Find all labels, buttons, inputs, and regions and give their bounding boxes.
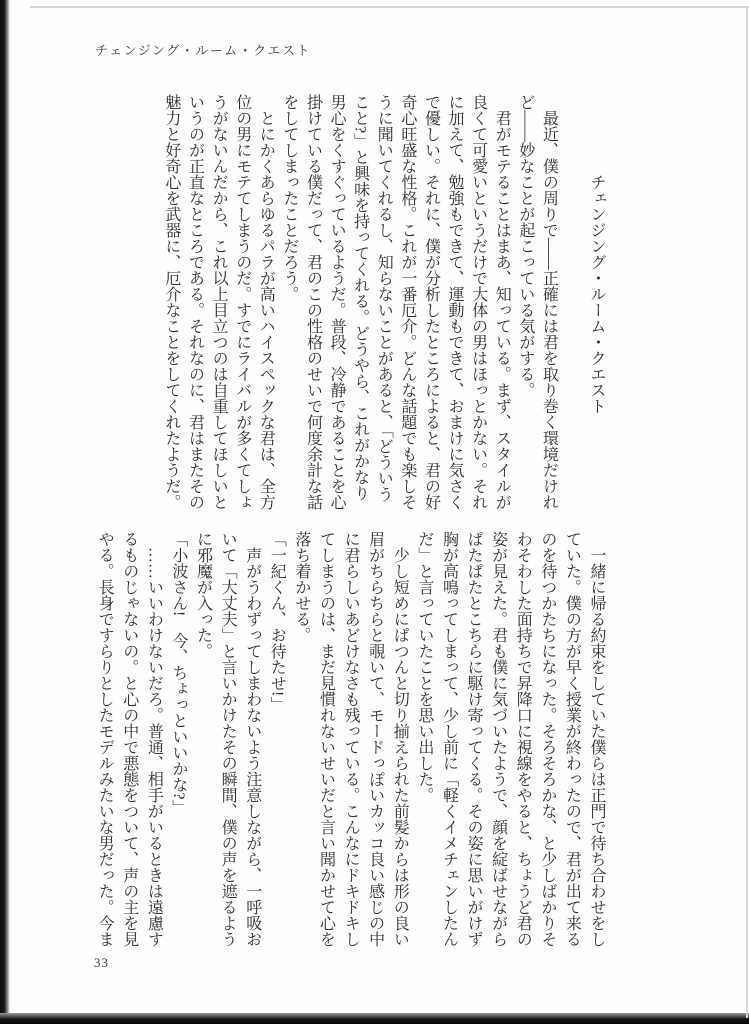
scan-edge-bottom [0,1013,749,1024]
paragraph: 一緒に帰る約束をしていた僕らは正門で待ち合わせをしていた。僕の方が早く授業が終わったので、君が出て来るのを待つかたちになった。そろそろかな、と少しばかりそわそわした面持ちで昇降口に視線をやると、ちょうど君の姿が見えた。君も僕に気づいたようで、顔を綻ばせながらぱたぱたとこちらに駆け寄ってくる。その姿に思いがけず胸が高鳴ってしまって、少し前に「軽くイメチェンしたんだ」と言っていたことを思い出した。 [415,531,605,947]
page-number: 33 [94,955,109,970]
paragraph: 声がうわずってしまわないよう注意しながら、一呼吸おいて「大丈夫」と言いかけたその瞬間、僕の声を遮るように邪魔が入った。 [194,531,261,947]
text-block-top [159,94,608,512]
dialogue-line: 「小波さん! 今、ちょっといいかな?」 [169,531,187,816]
paragraph: 最近、僕の周りで——正確には君を取り巻く環境だけれど——妙なことが起こっている気がする。 [516,94,558,510]
story-title-vertical: チェンジング・ルーム・クエスト [588,174,605,414]
running-header: チェンジング・ルーム・クエスト [95,43,311,58]
paragraph: 君がモテることはまあ、知っている。まず、スタイルが良くて可愛いというだけで大体の男はほっとかない。それに加えて、勉強もできて、運動もできて、おまけに気さくで優しい。それに、僕が分析したところによると、君の好奇心旺盛な性格。これが一番厄介。どんな話題でも楽しそうに聞いてくれるし、知らないことがあると、「どういうこと?」と興味を持ってくれる。どうやら、これがかなり男心をくすぐっているようだ。普段、冷静であることを心掛けている僕だって、君のこの性格のせいで何度余計な話をしてしまったことだろう。 [280,94,511,510]
scan-edge-right [746,6,748,1018]
text-block-bottom [92,531,608,949]
scan-edge-top [30,6,749,8]
paragraph: ……いいわけないだろ。普通、相手がいるときは遠慮するものじゃないの。と心の中で悪態をついて、声の主を見やる。長身ですらりとしたモデルみたいな男だった。今ま [96,531,163,947]
dialogue-line: 「一紀くん、お待たせ!」 [268,531,286,713]
scan-edge-left [0,0,10,1024]
paragraph: とにかくあらゆるパラが高いハイスペックな君は、全方位の男にモテてしまうのだ。すでにライバルが多くてしょうがないんだから、これ以上目立つのは自重してほしいというのが正直なところである。それなのに、君はまたその魅力と好奇心を武器に、厄介なことをしてくれたようだ。 [162,94,275,510]
paragraph: 少し短めにぱつんと切り揃えられた前髪からは形の良い眉がちらちらと覗いて、モードっぽいカッコ良い感じの中に君らしいあどけなさも残っている。こんなにドキドキしてしまうのは、まだ見慣れないせいだと言い聞かせて心を落ち着かせる。 [292,531,409,947]
